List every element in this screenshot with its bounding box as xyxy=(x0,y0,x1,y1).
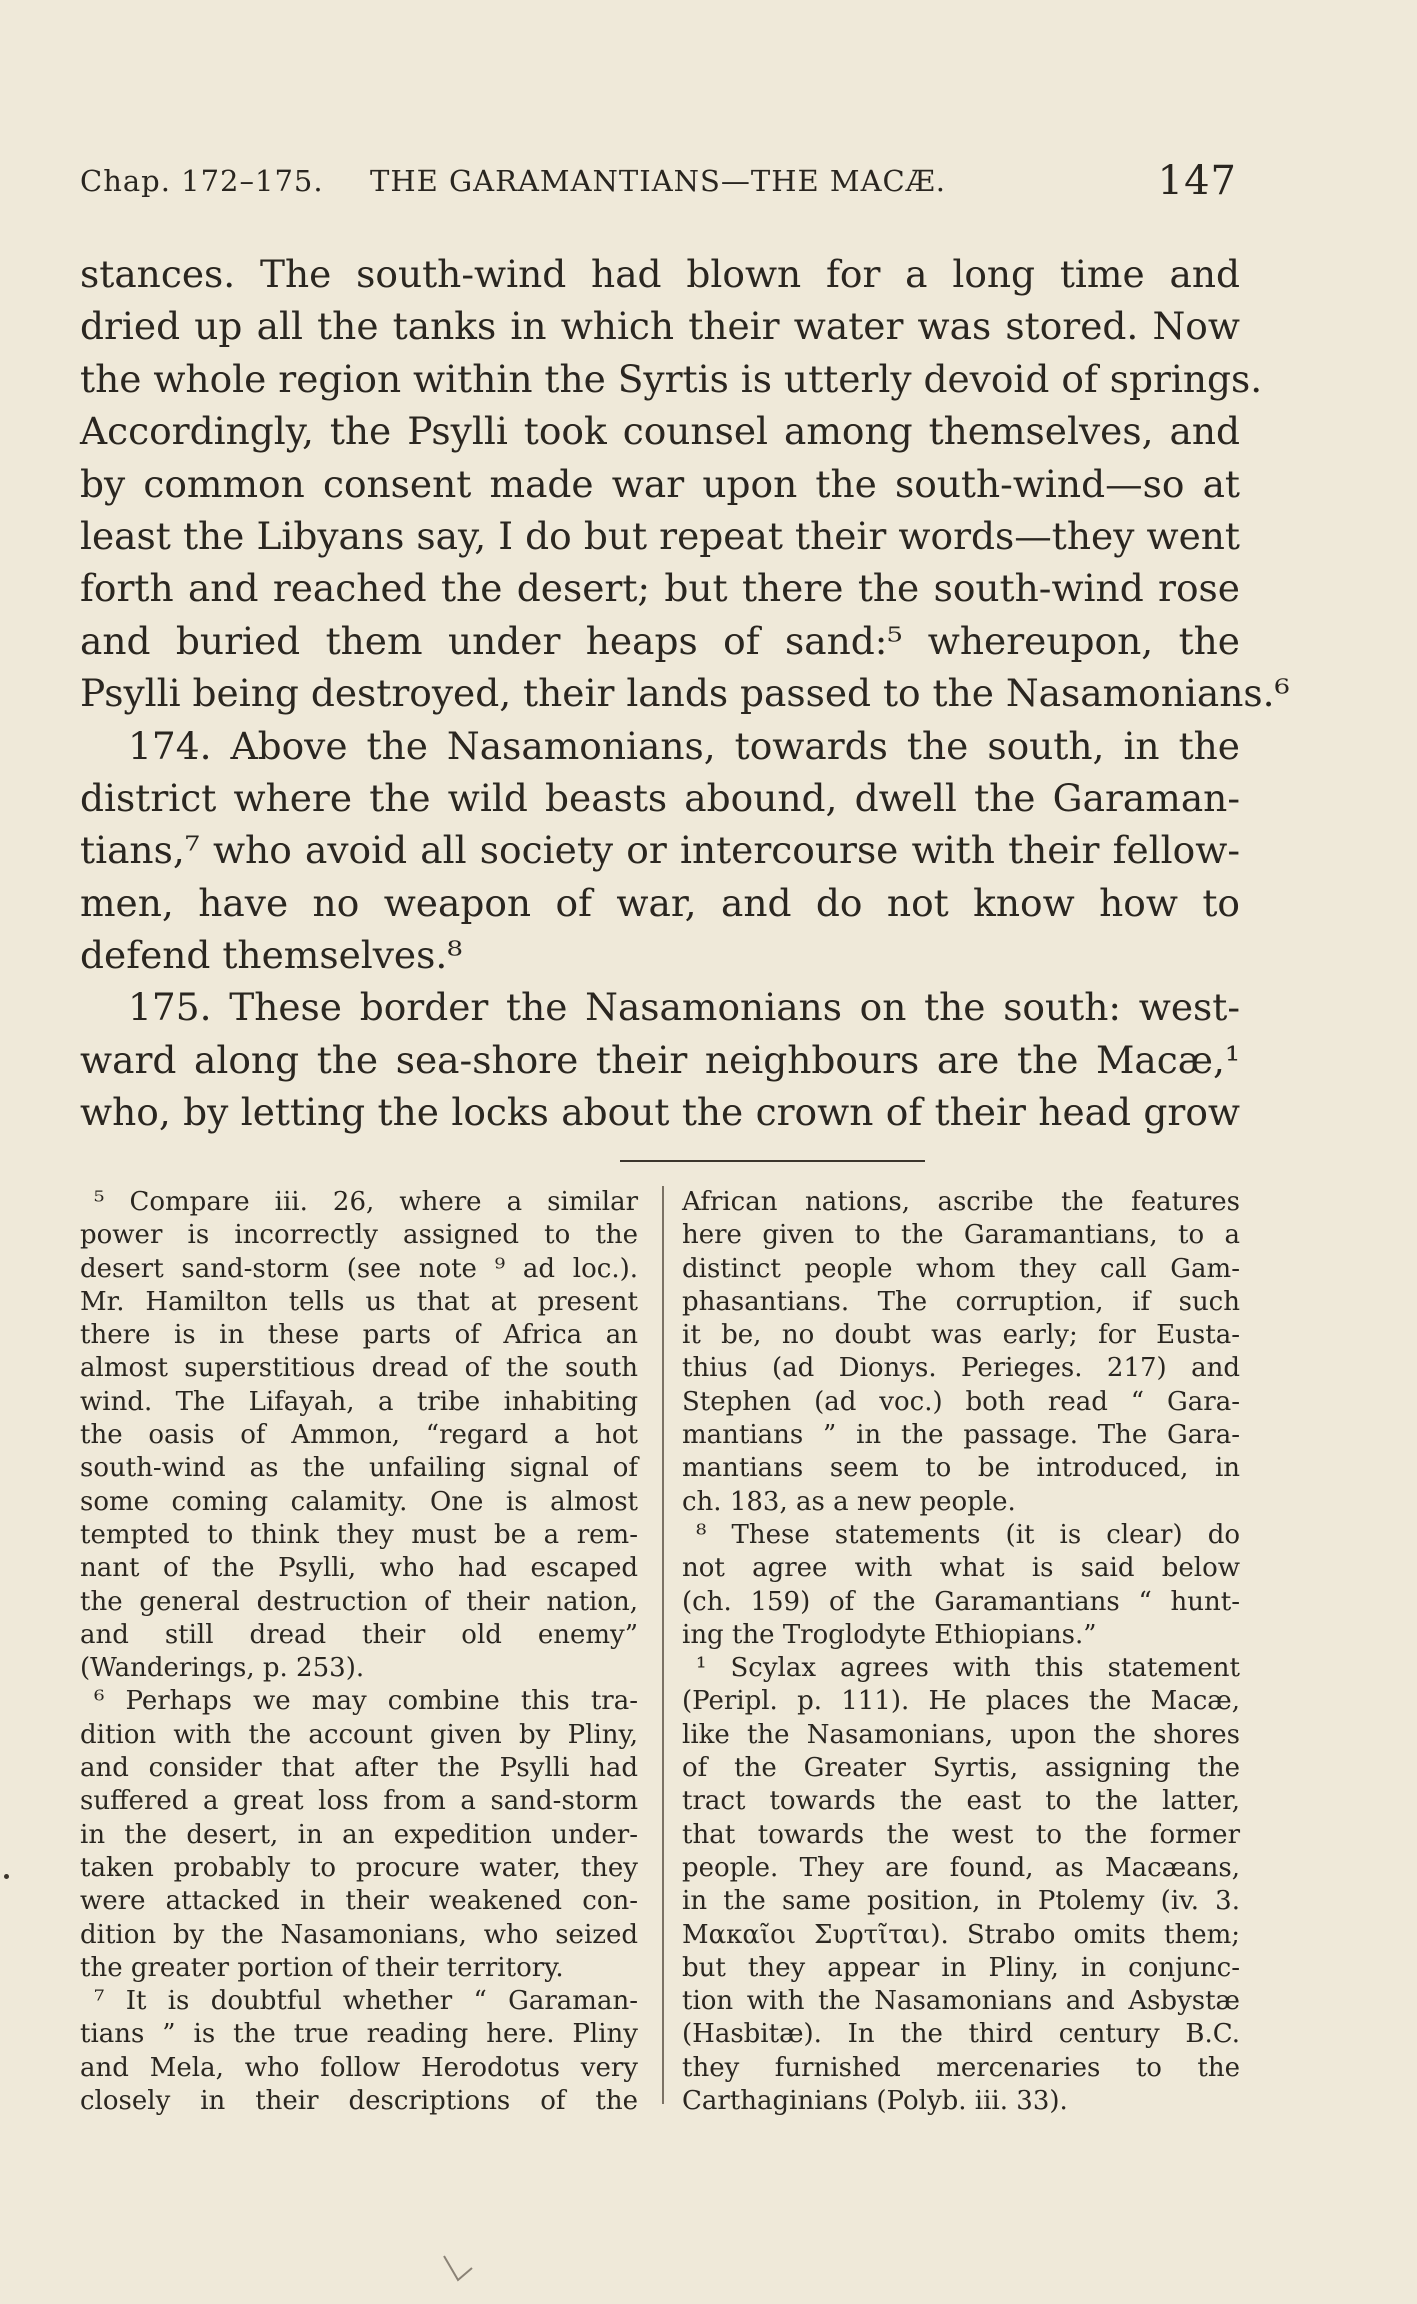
footnote-line: mantians ” in the passage. The Gara- xyxy=(682,1420,1240,1451)
text-line: Psylli being destroyed, their lands passed to the Nasamonians.⁶ xyxy=(80,671,1290,716)
footnote-line: that towards the west to the former xyxy=(682,1819,1240,1850)
footnote-divider xyxy=(620,1160,925,1162)
footnote-line: mantians seem to be introduced, in xyxy=(682,1453,1240,1484)
footnote-line: were attacked in their weakened con- xyxy=(80,1886,638,1917)
text-line: by common consent made war upon the south-wind—so at xyxy=(80,461,1240,506)
text-line: who, by letting the locks about the crown of their head grow xyxy=(80,1090,1240,1135)
footnote-line: ⁸ These statements (it is clear) do xyxy=(696,1519,1240,1550)
footnote-line: power is incorrectly assigned to the xyxy=(80,1220,638,1251)
footnote-line: ⁶ Perhaps we may combine this tra- xyxy=(94,1686,638,1717)
text-line: Accordingly, the Psylli took counsel among themselves, and xyxy=(80,409,1240,454)
text-line: dried up all the tanks in which their water was stored. Now xyxy=(80,304,1240,349)
footnote-line: and consider that after the Psylli had xyxy=(80,1753,638,1784)
footnote-line: it be, no doubt was early; for Eusta- xyxy=(682,1320,1240,1351)
footnote-line: tract towards the east to the latter, xyxy=(682,1786,1240,1817)
footnote-line: (ch. 159) of the Garamantians “ hunt- xyxy=(682,1586,1240,1617)
footnote-line: wind. The Lifayah, a tribe inhabiting xyxy=(80,1386,638,1417)
footnote-line: African nations, ascribe the features xyxy=(682,1187,1240,1217)
footnote-line: and Mela, who follow Herodotus very xyxy=(80,2052,638,2083)
footnote-line: ⁷ It is doubtful whether “ Garaman- xyxy=(94,1986,638,2017)
footnote-line: Μακαῖοι Συρτῖται). Strabo omits them; xyxy=(682,1919,1240,1950)
footnote-line: tians ” is the true reading here. Pliny xyxy=(80,2019,638,2050)
footnote-line: suffered a great loss from a sand-storm xyxy=(80,1786,638,1817)
footnote-line: Carthaginians (Polyb. iii. 33). xyxy=(682,2086,1068,2117)
footnote-line: in the same position, in Ptolemy (iv. 3. xyxy=(682,1886,1240,1917)
footnote-line: south-wind as the unfailing signal of xyxy=(80,1453,638,1484)
footnote-line: there is in these parts of Africa an xyxy=(80,1320,638,1351)
text-line: tians,⁷ who avoid all society or intercourse with their fellow- xyxy=(80,828,1240,873)
footnote-line: they furnished mercenaries to the xyxy=(682,2052,1240,2083)
signature-mark-icon xyxy=(438,2250,478,2290)
text-line: 175. These border the Nasamonians on the south: west- xyxy=(128,985,1240,1030)
footnote-line: (Hasbitæ). In the third century B.C. xyxy=(682,2019,1240,2050)
footnote-line: ⁵ Compare iii. 26, where a similar xyxy=(94,1187,638,1217)
text-line: ward along the sea-shore their neighbours are the Macæ,¹ xyxy=(80,1037,1240,1082)
footnote-line: (Wanderings, p. 253). xyxy=(80,1653,365,1684)
footnotes-right-column xyxy=(682,1186,1240,2118)
column-rule xyxy=(662,1186,664,2104)
text-line: the whole region within the Syrtis is utterly devoid of springs. xyxy=(80,356,1263,401)
footnote-line: ¹ Scylax agrees with this statement xyxy=(696,1653,1240,1684)
running-title: THE GARAMANTIANS—THE MACÆ. xyxy=(370,164,946,198)
footnote-line: not agree with what is said below xyxy=(682,1553,1240,1584)
footnote-line: like the Nasamonians, upon the shores xyxy=(682,1719,1240,1750)
footnote-line: distinct people whom they call Gam- xyxy=(682,1253,1240,1284)
footnote-line: the general destruction of their nation, xyxy=(80,1586,638,1617)
footnote-line: Stephen (ad voc.) both read “ Gara- xyxy=(682,1386,1240,1417)
main-text xyxy=(80,248,1290,1139)
footnote-line: tion with the Nasamonians and Asbystæ xyxy=(682,1986,1240,2017)
footnote-line: of the Greater Syrtis, assigning the xyxy=(682,1753,1240,1784)
footnote-line: almost superstitious dread of the south xyxy=(80,1353,638,1384)
footnote-line: people. They are found, as Macæans, xyxy=(682,1852,1240,1883)
footnote-line: some coming calamity. One is almost xyxy=(80,1486,638,1517)
footnote-line: desert sand-storm (see note ⁹ ad loc.). xyxy=(80,1253,638,1284)
footnote-line: (Peripl. p. 111). He places the Macæ, xyxy=(682,1686,1240,1717)
text-line: least the Libyans say, I do but repeat their words—they went xyxy=(80,513,1240,558)
footnote-line: in the desert, in an expedition under- xyxy=(80,1819,638,1850)
footnote-line: tempted to think they must be a rem- xyxy=(80,1519,638,1550)
footnote-line: thius (ad Dionys. Perieges. 217) and xyxy=(682,1353,1240,1384)
footnotes-left-column xyxy=(80,1186,638,2118)
footnote-line: nant of the Psylli, who had escaped xyxy=(80,1553,638,1584)
footnote-line: ing the Troglodyte Ethiopians.” xyxy=(682,1619,1097,1650)
footnote-line: the oasis of Ammon, “regard a hot xyxy=(80,1420,638,1451)
footnote-line: here given to the Garamantians, to a xyxy=(682,1220,1240,1251)
text-line: stances. The south-wind had blown for a long time and xyxy=(80,252,1240,296)
text-line: defend themselves.⁸ xyxy=(80,933,463,978)
page-number: 147 xyxy=(1157,158,1237,204)
margin-speck xyxy=(4,1874,9,1879)
text-line: 174. Above the Nasamonians, towards the south, in the xyxy=(128,723,1240,768)
text-line: district where the wild beasts abound, dwell the Garaman- xyxy=(80,775,1240,820)
footnote-line: phasantians. The corruption, if such xyxy=(682,1286,1240,1317)
footnote-line: taken probably to procure water, they xyxy=(80,1852,638,1883)
text-line: and buried them under heaps of sand:⁵ whereupon, the xyxy=(80,618,1240,663)
footnote-line: but they appear in Pliny, in conjunc- xyxy=(682,1952,1240,1983)
footnote-line: Mr. Hamilton tells us that at present xyxy=(80,1286,638,1317)
footnote-line: closely in their descriptions of the xyxy=(80,2086,638,2117)
text-line: men, have no weapon of war, and do not know how to xyxy=(80,880,1240,925)
footnote-line: and still dread their old enemy” xyxy=(80,1619,638,1650)
text-line: forth and reached the desert; but there the south-wind rose xyxy=(80,566,1240,611)
footnote-line: dition with the account given by Pliny, xyxy=(80,1719,638,1750)
footnote-line: ch. 183, as a new people. xyxy=(682,1486,1016,1517)
chapter-reference: Chap. 172–175. xyxy=(80,164,324,198)
footnote-line: the greater portion of their territory. xyxy=(80,1952,564,1983)
running-header xyxy=(80,158,1237,214)
footnote-line: dition by the Nasamonians, who seized xyxy=(80,1919,638,1950)
